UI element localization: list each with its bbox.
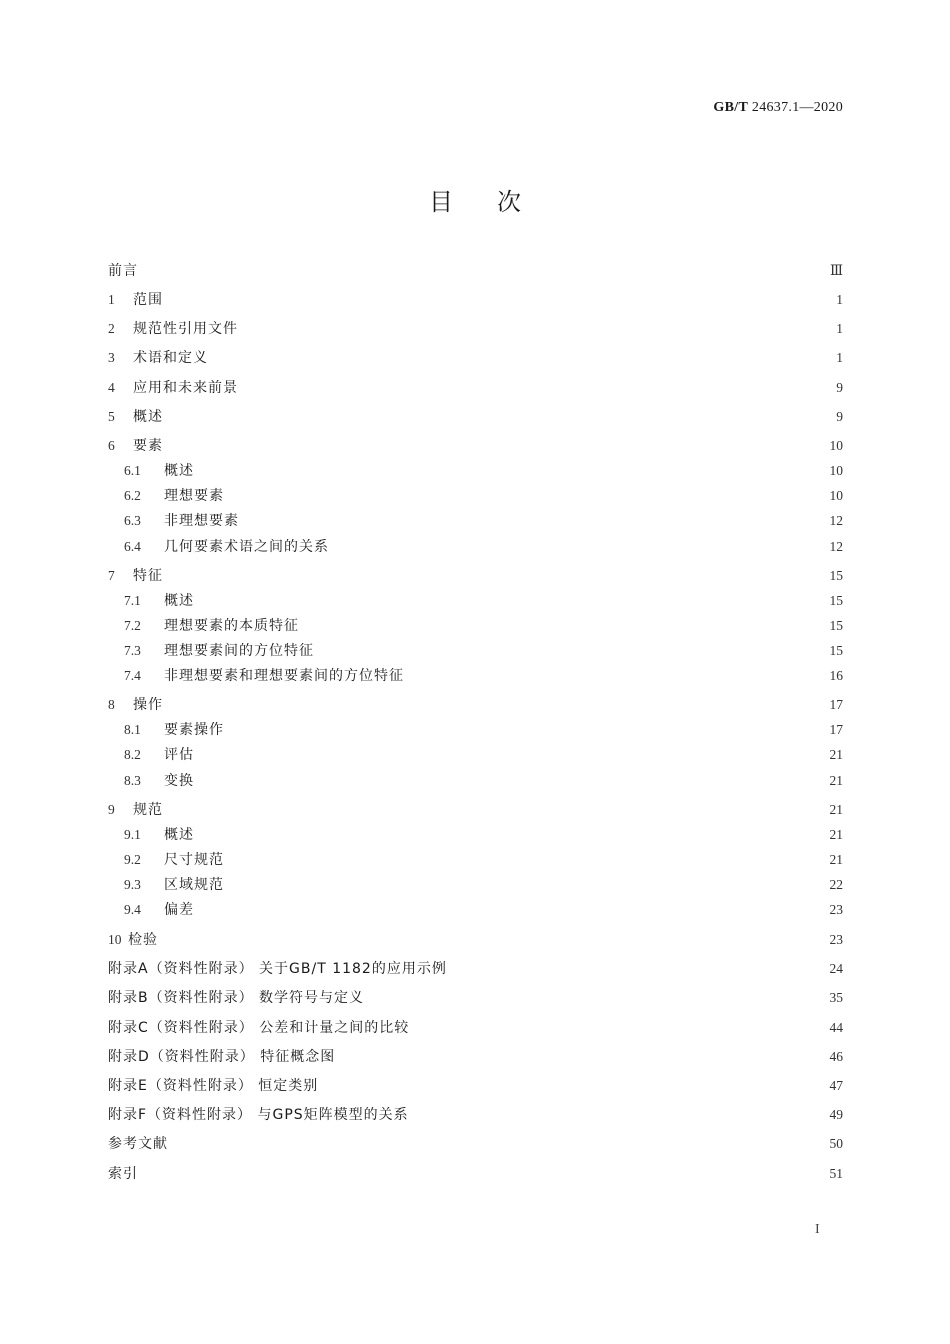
- toc-entry-page: 9: [836, 409, 843, 424]
- toc-entry-label: 概述: [164, 463, 194, 479]
- dot-leader: [169, 406, 825, 428]
- toc-entry-number: 9.3: [124, 877, 141, 892]
- toc-entry-10[interactable]: [108, 929, 843, 951]
- toc-entry-page: 23: [829, 932, 843, 947]
- dot-leader: [425, 1104, 825, 1126]
- toc-entry-1[interactable]: [108, 289, 843, 311]
- page-number: I: [815, 1222, 820, 1237]
- toc-entry-page: 24: [829, 961, 843, 976]
- toc-entry-annex-d[interactable]: [108, 1046, 843, 1068]
- dot-leader: [200, 770, 825, 792]
- toc-entry-6-1[interactable]: [124, 460, 843, 482]
- dot-leader: [245, 510, 825, 532]
- dot-leader: [200, 590, 825, 612]
- toc-entry-page: 47: [829, 1078, 843, 1093]
- dot-leader: [174, 1133, 825, 1155]
- toc-entry-label: 前言: [108, 263, 138, 279]
- toc-entry-label: 理想要素的本质特征: [164, 618, 299, 634]
- toc-entry-label: 非理想要素和理想要素间的方位特征: [164, 668, 404, 684]
- toc-entry-number: 7: [108, 568, 115, 583]
- toc-entry-page: 21: [829, 773, 843, 788]
- toc-entry-label: 偏差: [164, 902, 194, 918]
- dot-leader: [335, 536, 825, 558]
- toc-entry-number: 7.1: [124, 593, 141, 608]
- toc-entry-8-2[interactable]: [124, 744, 843, 766]
- toc-entry-label: 理想要素间的方位特征: [164, 643, 314, 659]
- toc-entry-9-1[interactable]: [124, 824, 843, 846]
- toc-entry-number: 8: [108, 697, 115, 712]
- dot-leader: [164, 929, 825, 951]
- toc-entry-label: 区域规范: [164, 877, 224, 893]
- toc-entry-label: 术语和定义: [133, 350, 208, 366]
- toc-entry-annex-c[interactable]: [108, 1017, 843, 1039]
- toc-entry-number: 6: [108, 438, 115, 453]
- dot-leader: [169, 289, 825, 311]
- toc-entry-page: 12: [829, 513, 843, 528]
- toc-entry-page: 23: [829, 902, 843, 917]
- toc-entry-label: 附录E（资料性附录） 恒定类别: [108, 1078, 319, 1094]
- standard-number: 24637.1—2020: [751, 100, 843, 115]
- toc-entry-7-4[interactable]: [124, 665, 843, 687]
- toc-entry-label: 检验: [128, 932, 158, 948]
- toc-entry-number: 8.2: [124, 747, 141, 762]
- toc-entry-number: 8.3: [124, 773, 141, 788]
- toc-entry-page: 9: [836, 380, 843, 395]
- toc-entry-label: 索引: [108, 1166, 138, 1182]
- toc-entry-label: 概述: [164, 593, 194, 609]
- toc-entry-page: 50: [829, 1136, 843, 1151]
- toc-entry-6-2[interactable]: [124, 485, 843, 507]
- dot-leader: [230, 849, 825, 871]
- toc-entry-page: 21: [829, 852, 843, 867]
- toc-entry-bibliography[interactable]: [108, 1133, 843, 1155]
- toc-entry-page: 15: [829, 593, 843, 608]
- toc-entry-page: 17: [829, 722, 843, 737]
- dot-leader: [305, 615, 825, 637]
- toc-entry-page: 21: [829, 827, 843, 842]
- toc-entry-number: 9.4: [124, 902, 141, 917]
- toc-entry-9-4[interactable]: [124, 899, 843, 921]
- toc-entry-page: 15: [829, 618, 843, 633]
- dot-leader: [370, 987, 825, 1009]
- dot-leader: [144, 1163, 825, 1185]
- dot-leader: [244, 377, 825, 399]
- dot-leader: [324, 1075, 825, 1097]
- toc-entry-page: 15: [829, 643, 843, 658]
- toc-entry-4[interactable]: [108, 377, 843, 399]
- toc-entry-6-3[interactable]: [124, 510, 843, 532]
- toc-entry-label: 要素操作: [164, 722, 224, 738]
- toc-entry-8-1[interactable]: [124, 719, 843, 741]
- toc-entry-page: 10: [829, 463, 843, 478]
- dot-leader: [163, 435, 825, 457]
- toc-entry-page: 49: [829, 1107, 843, 1122]
- dot-leader: [230, 874, 825, 896]
- toc-entry-2[interactable]: [108, 318, 843, 340]
- toc-entry-label: 应用和未来前景: [133, 380, 238, 396]
- toc-entry-7[interactable]: [108, 565, 843, 587]
- toc-entry-page: 10: [829, 438, 843, 453]
- dot-leader: [163, 799, 825, 821]
- dot-leader: [200, 460, 825, 482]
- toc-entry-index[interactable]: [108, 1163, 843, 1185]
- toc-entry-label: 要素: [133, 438, 163, 454]
- toc-entry-page: 1: [836, 350, 843, 365]
- page-title: 目次: [429, 188, 565, 216]
- toc-entry-page: 51: [829, 1166, 843, 1181]
- dot-leader: [214, 347, 825, 369]
- toc-entry-number: 9: [108, 802, 115, 817]
- dot-leader: [459, 958, 825, 980]
- standard-prefix: GB/T: [713, 100, 749, 115]
- dot-leader: [410, 665, 825, 687]
- toc-entry-number: 7.3: [124, 643, 141, 658]
- toc-entry-page: 46: [829, 1049, 843, 1064]
- toc-entry-number: 10: [108, 932, 122, 947]
- toc-entry-label: 评估: [164, 747, 194, 763]
- toc-entry-label: 几何要素术语之间的关系: [164, 539, 329, 555]
- toc-entry-6-4[interactable]: [124, 536, 843, 558]
- toc-entry-number: 7.4: [124, 668, 141, 683]
- toc-entry-page: Ⅲ: [829, 263, 843, 278]
- toc-entry-label: 参考文献: [108, 1136, 168, 1152]
- dot-leader: [200, 744, 825, 766]
- toc-entry-6[interactable]: [108, 435, 843, 457]
- toc-entry-number: 2: [108, 321, 115, 336]
- toc-entry-label: 附录D（资料性附录） 特征概念图: [108, 1049, 336, 1065]
- dot-leader: [230, 485, 825, 507]
- toc-entry-label: 规范: [133, 802, 163, 818]
- toc-entry-label: 变换: [164, 773, 194, 789]
- toc-entry-label: 附录A（资料性附录） 关于GB/T 1182的应用示例: [108, 961, 447, 977]
- toc-entry-number: 4: [108, 380, 115, 395]
- toc-entry-page: 1: [836, 292, 843, 307]
- toc-entry-7-1[interactable]: [124, 590, 843, 612]
- toc-entry-page: 22: [829, 877, 843, 892]
- toc-entry-preface[interactable]: [108, 260, 843, 282]
- toc-entry-number: 9.2: [124, 852, 141, 867]
- dot-leader: [163, 565, 825, 587]
- dot-leader: [200, 899, 825, 921]
- dot-leader: [230, 719, 825, 741]
- toc-entry-8-3[interactable]: [124, 770, 843, 792]
- toc-entry-page: 10: [829, 488, 843, 503]
- toc-entry-number: 6.1: [124, 463, 141, 478]
- dot-leader: [200, 824, 825, 846]
- toc-entry-label: 特征: [133, 568, 163, 584]
- dot-leader: [341, 1046, 825, 1068]
- toc-entry-page: 17: [829, 697, 843, 712]
- toc-entry-annex-a[interactable]: [108, 958, 843, 980]
- toc-entry-label: 非理想要素: [164, 513, 239, 529]
- toc-entry-9-3[interactable]: [124, 874, 843, 896]
- dot-leader: [163, 694, 825, 716]
- toc-entry-page: 16: [829, 668, 843, 683]
- toc-entry-label: 附录C（资料性附录） 公差和计量之间的比较: [108, 1020, 410, 1036]
- toc-entry-number: 6.4: [124, 539, 141, 554]
- toc-entry-number: 8.1: [124, 722, 141, 737]
- toc-entry-number: 9.1: [124, 827, 141, 842]
- toc-entry-label: 附录B（资料性附录） 数学符号与定义: [108, 990, 365, 1006]
- toc-entry-5[interactable]: [108, 406, 843, 428]
- dot-leader: [244, 318, 825, 340]
- toc-entry-label: 附录F（资料性附录） 与GPS矩阵模型的关系: [108, 1107, 409, 1123]
- toc-entry-3[interactable]: [108, 347, 843, 369]
- dot-leader: [320, 640, 825, 662]
- toc-entry-label: 理想要素: [164, 488, 224, 504]
- toc-entry-label: 概述: [133, 409, 163, 425]
- toc-entry-9-2[interactable]: [124, 849, 843, 871]
- toc-entry-number: 7.2: [124, 618, 141, 633]
- toc-entry-number: 6.2: [124, 488, 141, 503]
- toc-entry-page: 15: [829, 568, 843, 583]
- toc-entry-label: 概述: [164, 827, 194, 843]
- toc-entry-number: 3: [108, 350, 115, 365]
- toc-entry-9[interactable]: [108, 799, 843, 821]
- toc-entry-number: 1: [108, 292, 115, 307]
- toc-entry-label: 范围: [133, 292, 163, 308]
- toc-entry-label: 规范性引用文件: [133, 321, 238, 337]
- toc-entry-annex-b[interactable]: [108, 987, 843, 1009]
- toc-entry-page: 35: [829, 990, 843, 1005]
- toc-entry-page: 1: [836, 321, 843, 336]
- toc-entry-page: 21: [829, 747, 843, 762]
- toc-entry-page: 21: [829, 802, 843, 817]
- toc-entry-number: 5: [108, 409, 115, 424]
- toc-entry-annex-f[interactable]: [108, 1104, 843, 1126]
- toc-entry-7-3[interactable]: [124, 640, 843, 662]
- dot-leader: [144, 260, 825, 282]
- toc-entry-7-2[interactable]: [124, 615, 843, 637]
- toc-entry-label: 尺寸规范: [164, 852, 224, 868]
- toc-entry-8[interactable]: [108, 694, 843, 716]
- toc-entry-annex-e[interactable]: [108, 1075, 843, 1097]
- toc-entry-page: 44: [829, 1020, 843, 1035]
- dot-leader: [415, 1017, 825, 1039]
- toc-entry-label: 操作: [133, 697, 163, 713]
- toc-entry-page: 12: [829, 539, 843, 554]
- toc-entry-number: 6.3: [124, 513, 141, 528]
